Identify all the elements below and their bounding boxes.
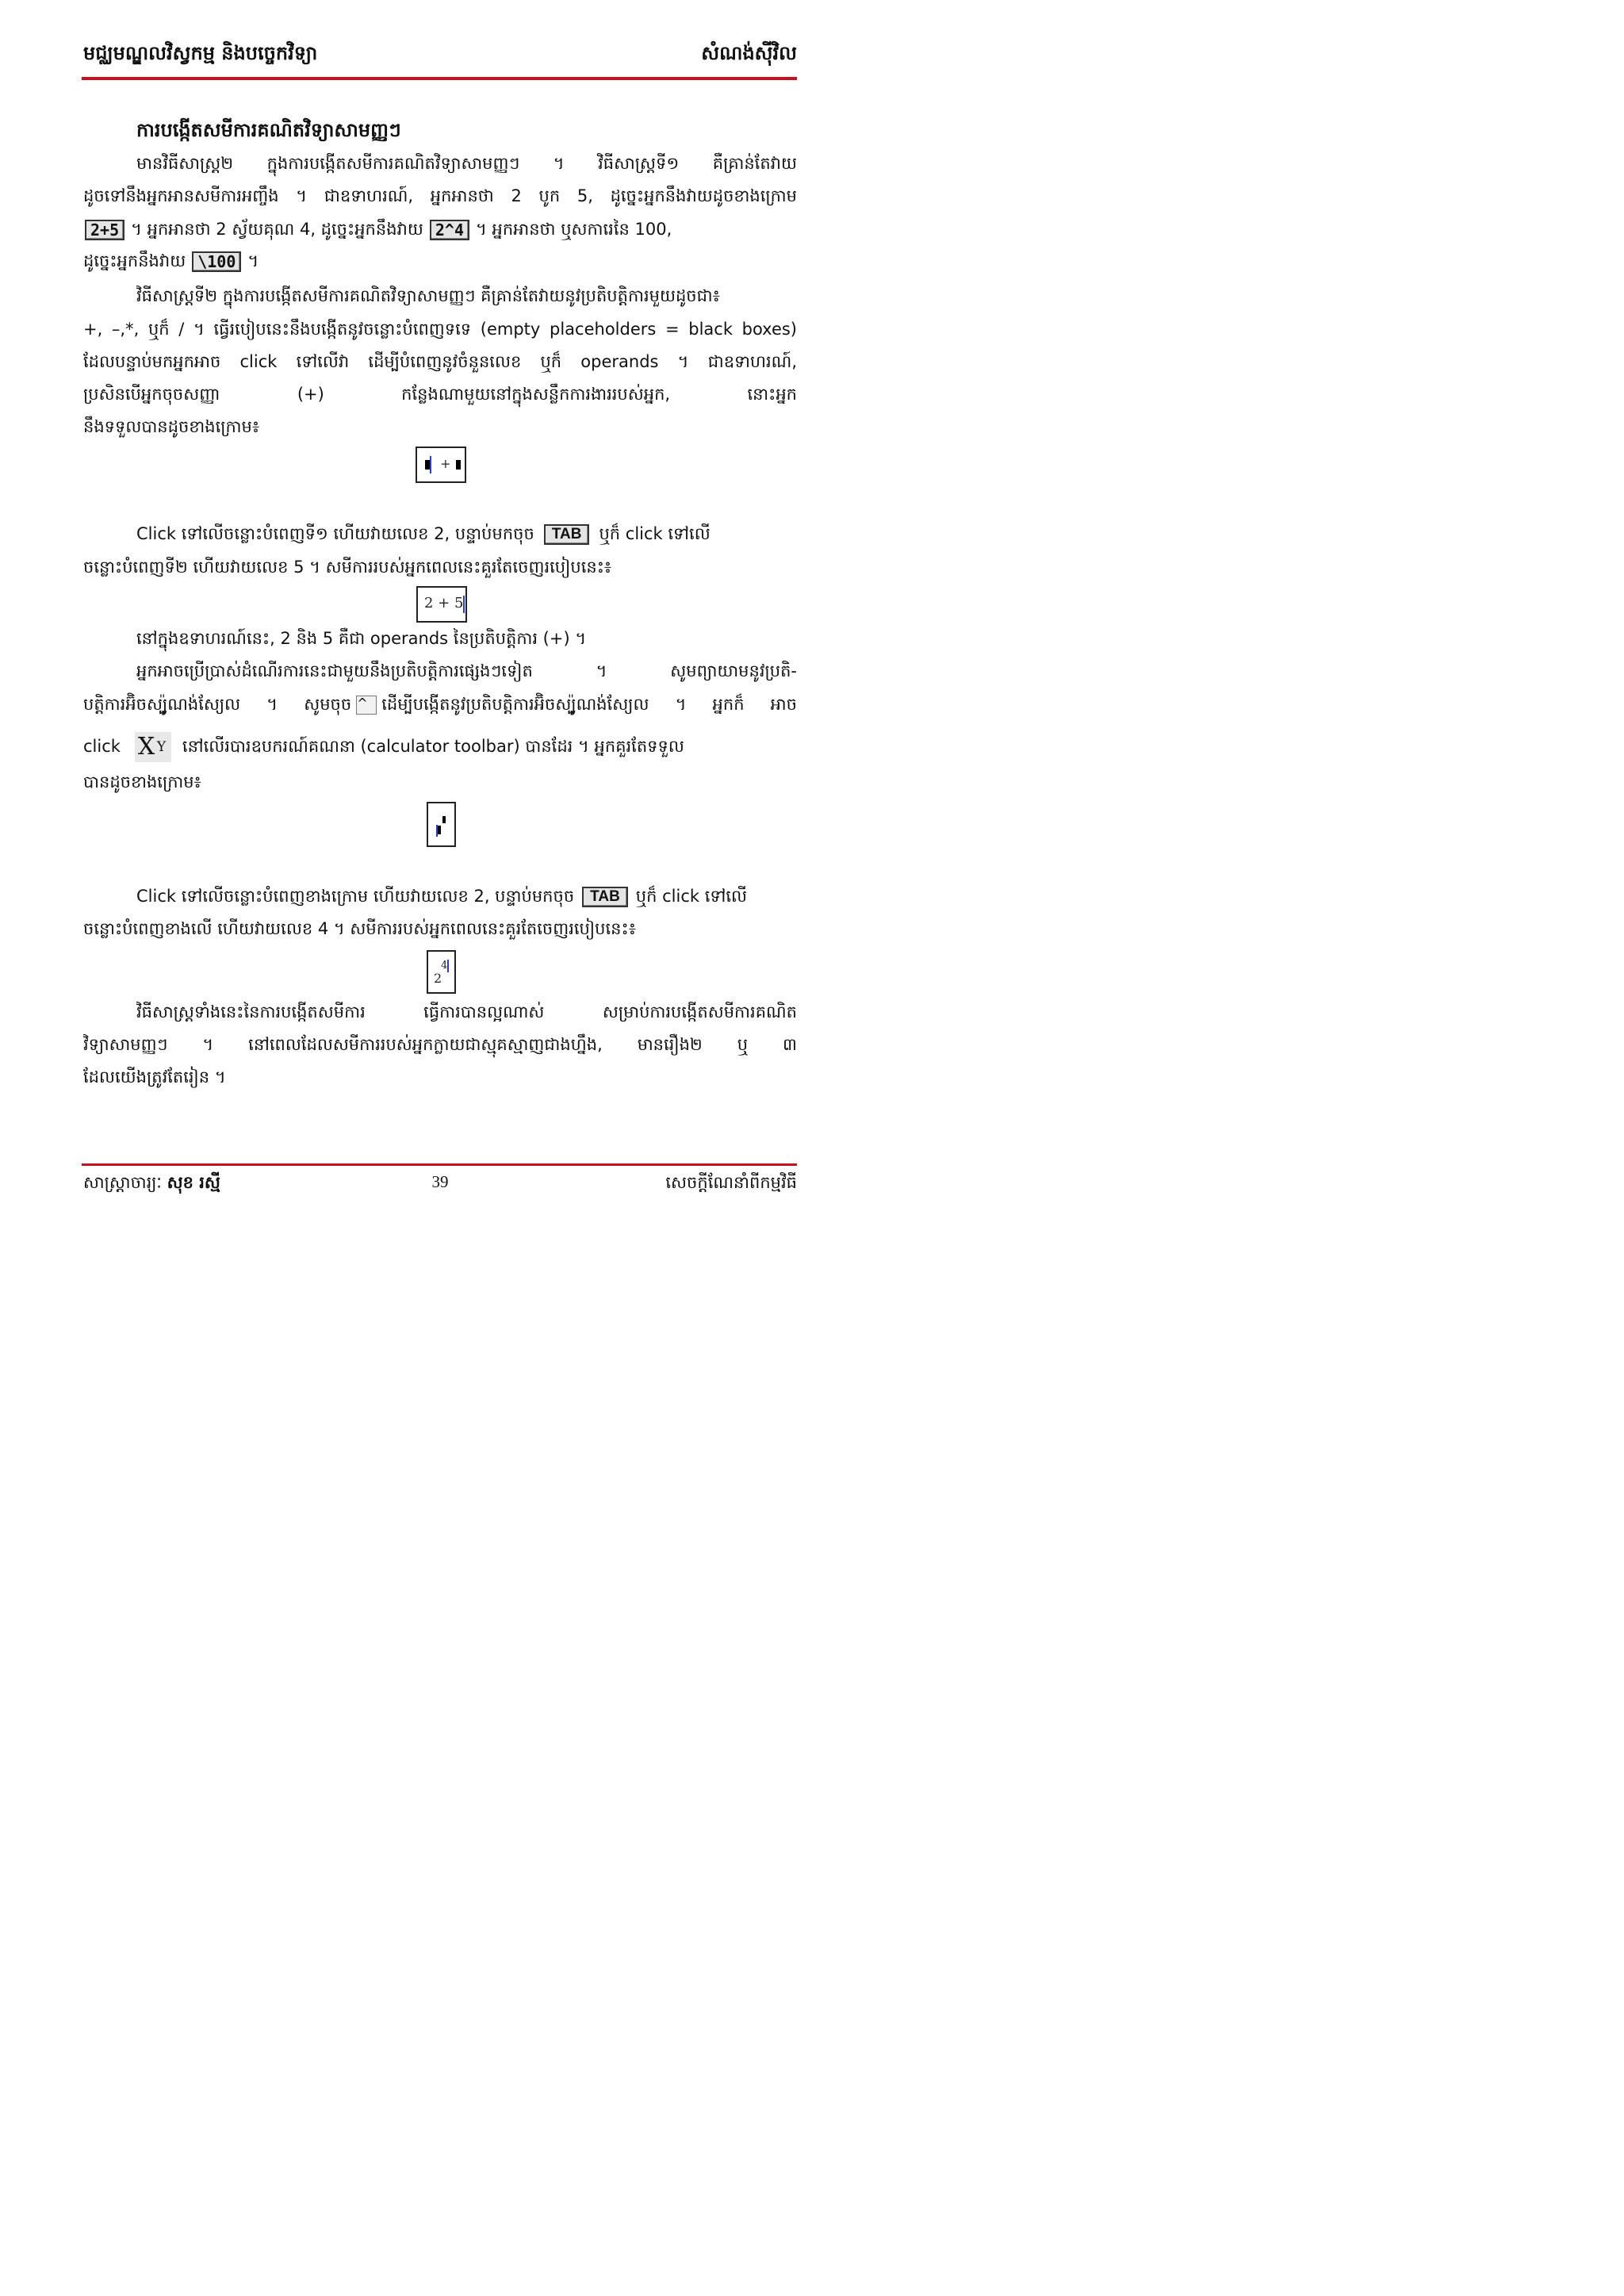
para1-line4-a: ដូច្នេះអ្នកនឹងវាយ [83, 251, 186, 270]
para5-line2 [83, 690, 797, 719]
xy-base: X [137, 733, 155, 761]
placeholder-box [456, 460, 461, 470]
para1-line4 [83, 247, 797, 275]
para1-line2: ដូចទៅនឹងអ្នកអានសមីការអញ្ចឹង ។ ជាឧទាហរណ៍, អ្នកអានថា 2 បូក 5, ដូច្នេះអ្នកនឹងវាយដូចខាងក្រោម [83, 186, 797, 205]
page-footer [83, 1172, 797, 1201]
figure-placeholders-plus [416, 447, 466, 483]
edit-cursor [430, 456, 431, 473]
figure-2plus5 [416, 586, 467, 623]
para2-line5: នឹងទទួលបានដូចខាងក្រោម៖ [83, 417, 260, 436]
header-subject: សំណង់ស៊ីវិល [701, 42, 797, 64]
header-rule [82, 77, 797, 80]
para1-line3 [83, 215, 797, 243]
para1-line4-b: ។ [247, 251, 259, 270]
key-2pow4: 2^4 [430, 220, 469, 240]
x-power-y-icon [135, 732, 171, 762]
para6-line1-b: ឬក៏ click ទៅលើ [635, 887, 748, 906]
para5-line4: បានដូចខាងក្រោម៖ [83, 772, 201, 792]
exponent-placeholder-box [442, 816, 446, 823]
para5-line3 [83, 728, 797, 765]
para3-line1-a: Click ទៅលើចន្លោះបំពេញទី១ ហើយវាយលេខ 2, បន្ទាប់មកចុច [136, 524, 534, 543]
figure-2plus5-content [424, 595, 465, 613]
para6-line2: ចន្លោះបំពេញខាងលើ ហើយវាយលេខ 4 ។ សមីការរបស់អ្នកពេលនេះគួរតែចេញរបៀបនេះ៖ [83, 919, 636, 938]
para5-line2-b: ដើម្បីបង្កើតនូវប្រតិបត្តិការអ៊ិចស្ប៉ូណង់ស្យែល ។ អ្នកក៏ អាច [381, 695, 797, 714]
exponent-value: 4 [441, 960, 448, 972]
edit-cursor [436, 825, 438, 837]
para3-line1-b: ឬក៏ click ទៅលើ [599, 524, 710, 543]
expression-2plus5: 2 + 5 [424, 595, 464, 611]
footer-author-label: សាស្ត្រាចារ្យៈ [83, 1173, 162, 1192]
caret-button-icon: ^ [356, 696, 377, 715]
edit-cursor [463, 596, 465, 613]
edit-cursor [447, 960, 449, 972]
para1-line3-b: ។ អ្នកអានថា ឬសការេនៃ 100, [476, 220, 672, 239]
para6-line1-a: Click ទៅលើចន្លោះបំពេញខាងក្រោម ហើយវាយលេខ 2, បន្ទាប់មកចុច [136, 887, 575, 906]
para5-line2-a: បត្តិការអ៊ិចស្ប៉ូណង់ស្យែល ។ សូមចុច [83, 695, 352, 714]
para2-line1: វិធីសាស្ត្រទី២ ក្នុងការបង្កើតសមីការគណិតវិទ្យាសាមញ្ញៗ គឺគ្រាន់តែវាយនូវប្រតិបត្តិការមួយដូចជា៖ [136, 286, 720, 305]
figure-2pow4 [427, 950, 456, 994]
para7-line3: ដែលយើងត្រូវតែរៀន ។ [83, 1068, 226, 1087]
xy-exponent: Y [156, 739, 167, 755]
para6-line1 [136, 882, 797, 910]
footer-doc-title: សេចក្តីណែនាំពីកម្មវិធី [665, 1173, 797, 1192]
para2-line2: +, –,*, ឬក៏ / ។ ធ្វើរបៀបនេះនឹងបង្កើតនូវចន្លោះបំពេញទទេ (empty placeholders = black boxes) [83, 320, 797, 339]
para7-line1: វិធីសាស្ត្រទាំងនេះនៃការបង្កើតសមីការ ធ្វើការបានល្អណាស់ សម្រាប់ការបង្កើតសមីការគណិត [136, 1002, 797, 1022]
figure-placeholders-content [425, 455, 461, 473]
key-sqrt100: \100 [192, 251, 241, 272]
para1-line3-a: ។ អ្នកអានថា 2 ស្វ័យគុណ 4, ដូច្នេះអ្នកនឹងវាយ [131, 220, 423, 239]
para2-line3: ដែលបន្ទាប់មកអ្នកអាច click ទៅលើវា ដើម្បីបំពេញនូវចំនួនលេខ ឬក៏ operands ។ ជាឧទាហរណ៍, [83, 352, 797, 371]
para7-line2: វិទ្យាសាមញ្ញៗ ។ នៅពេលដែលសមីការរបស់អ្នកក្លាយជាស្មុគស្មាញជាងហ្នឹង, មានរឿង២ ឬ ៣ [83, 1035, 797, 1054]
header-institution: មជ្ឈមណ្ឌលវិស្វកម្ម និងបច្ចេកវិទ្យា [83, 42, 318, 64]
para5-line1: អ្នកអាចប្រើប្រាស់ដំណើរការនេះជាមួយនឹងប្រតិបត្តិការផ្សេងៗទៀត ។ សូមព្យាយាមនូវប្រតិ- [136, 661, 797, 680]
tab-key: TAB [582, 887, 628, 907]
para5-line3-b: នៅលើរបារឧបករណ៍គណនា (calculator toolbar) បានដែរ ។ អ្នកគួរតែទទួល [182, 737, 684, 756]
para4-line1: នៅក្នុងឧទាហរណ៍នេះ, 2 និង 5 គឺជា operands នៃប្រតិបត្តិការ (+) ។ [136, 629, 587, 648]
footer-rule [82, 1163, 797, 1166]
page-header [83, 41, 797, 73]
plus-operator: + [440, 456, 451, 471]
figure-exponent-placeholders [427, 802, 456, 847]
para2-line4: ប្រសិនបើអ្នកចុចសញ្ញា (+) កន្លែងណាមួយនៅក្នុងសន្លឹកការងាររបស់អ្នក, នោះអ្នក [83, 385, 797, 404]
base-value: 2 [434, 971, 442, 986]
para5-line3-a: click [83, 737, 121, 756]
footer-author-name: សុខ រស្មី [167, 1173, 220, 1192]
page-number: 39 [431, 1172, 449, 1191]
section-title: ការបង្កើតសមីការគណិតវិទ្យាសាមញ្ញៗ [136, 119, 401, 141]
para1-line1: មានវិធីសាស្ត្រ២ ក្នុងការបង្កើតសមីការគណិតវិទ្យាសាមញ្ញៗ ។ វិធីសាស្ត្រទី១ គឺគ្រាន់តែវាយ [136, 154, 797, 173]
para3-line2: ចន្លោះបំពេញទី២ ហើយវាយលេខ 5 ។ សមីការរបស់អ្នកពេលនេះគួរតែចេញរបៀបនេះ៖ [83, 558, 612, 577]
para3-line1 [136, 519, 797, 548]
tab-key: TAB [544, 524, 590, 545]
key-2plus5: 2+5 [85, 220, 124, 240]
